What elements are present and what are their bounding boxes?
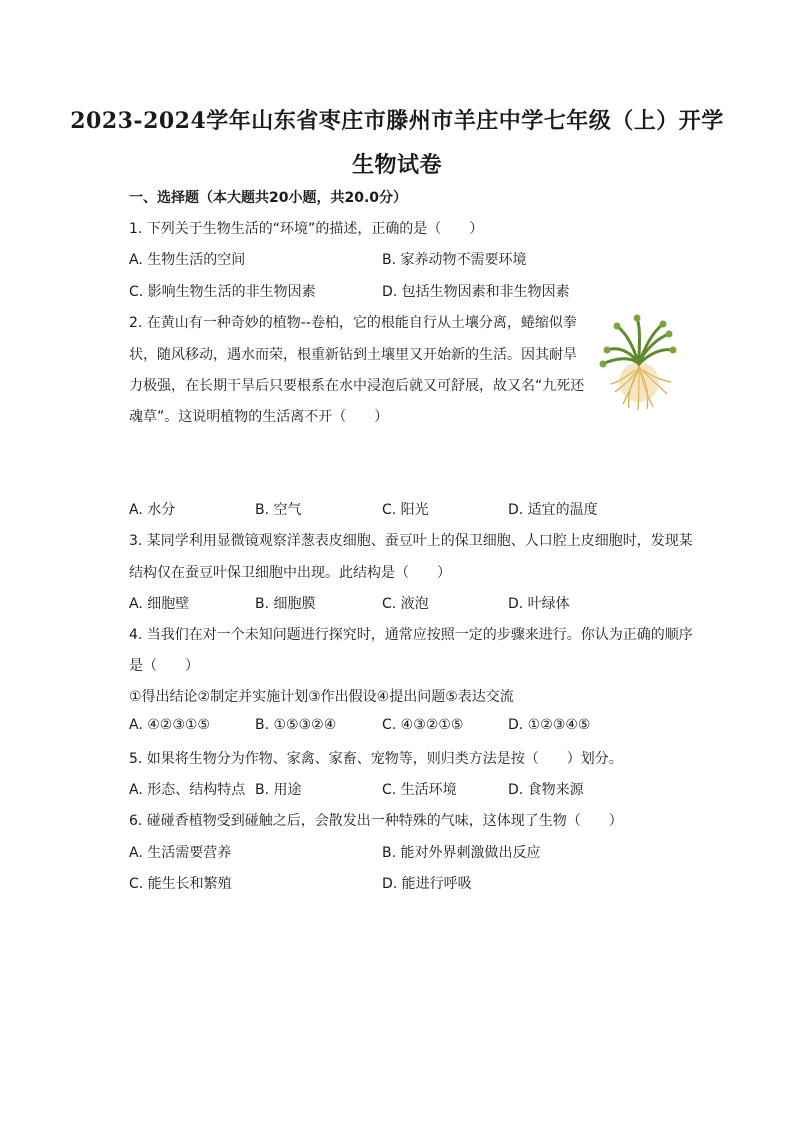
q4-option-d: D. ①②③④⑤: [508, 717, 591, 733]
q6-option-d: D. 能进行呼吸: [382, 876, 472, 892]
q2-stem-line3: 力极强，在长期干旱后只要根系在水中浸泡后就又可舒展，故又名“九死还: [129, 378, 585, 394]
q4-stem-line1: 4. 当我们在对一个未知问题进行探究时，通常应按照一定的步骤来进行。你认为正确的顺序: [129, 627, 693, 643]
q5-stem: 5. 如果将生物分为作物、家禽、家畜、宠物等，则归类方法是按（ ）划分。: [129, 751, 623, 767]
q6-option-c: C. 能生长和繁殖: [129, 876, 232, 892]
exam-title-line1: 2023-2024学年山东省枣庄市滕州市羊庄中学七年级（上）开学: [70, 108, 724, 134]
q5-option-a: A. 形态、结构特点: [129, 782, 246, 798]
q2-option-c: C. 阳光: [382, 502, 429, 518]
q6-option-a: A. 生活需要营养: [129, 845, 232, 861]
q1-option-c: C. 影响生物生活的非生物因素: [129, 284, 316, 300]
q6-stem: 6. 碰碰香植物受到碰触之后，会散发出一种特殊的气味，这体现了生物（ ）: [129, 813, 623, 829]
q4-option-a: A. ④②③①⑤: [129, 717, 210, 733]
q3-stem-line1: 3. 某同学利用显微镜观察洋葱表皮细胞、蚕豆叶上的保卫细胞、人口腔上皮细胞时，发现某: [129, 533, 693, 549]
q1-option-a: A. 生物生活的空间: [129, 252, 246, 268]
q3-option-d: D. 叶绿体: [508, 596, 570, 612]
q6-option-b: B. 能对外界刺激做出反应: [382, 845, 541, 861]
q3-option-c: C. 液泡: [382, 596, 429, 612]
q4-steps: ①得出结论②制定并实施计划③作出假设④提出问题⑤表达交流: [129, 689, 514, 705]
q4-option-c: C. ④③②①⑤: [382, 717, 464, 733]
q1-stem: 1. 下列关于生物生活的“环境”的描述，正确的是（ ）: [129, 221, 484, 237]
q2-option-a: A. 水分: [129, 502, 176, 518]
q3-option-a: A. 细胞壁: [129, 596, 190, 612]
q2-stem-line1: 2. 在黄山有一种奇妙的植物--卷柏，它的根能自行从土壤分离，蜷缩似拳: [129, 315, 577, 331]
section-heading: 一、选择题（本大题共20小题，共20.0分）: [129, 190, 408, 206]
q5-option-b: B. 用途: [255, 782, 302, 798]
q3-stem-line2: 结构仅在蚕豆叶保卫细胞中出现。此结构是（ ）: [129, 565, 451, 581]
q2-option-d: D. 适宜的温度: [508, 502, 598, 518]
q2-option-b: B. 空气: [255, 502, 302, 518]
q3-option-b: B. 细胞膜: [255, 596, 316, 612]
q1-option-d: D. 包括生物因素和非生物因素: [382, 284, 570, 300]
q2-stem-line2: 状，随风移动，遇水而荣，根重新钻到土壤里又开始新的生活。因其耐旱: [129, 347, 577, 363]
q2-stem-line4: 魂草”。这说明植物的生活离不开（ ）: [129, 409, 389, 425]
q1-option-b: B. 家养动物不需要环境: [382, 252, 527, 268]
q5-option-c: C. 生活环境: [382, 782, 457, 798]
exam-title-line2: 生物试卷: [351, 152, 442, 178]
selaginella-plant-image: [597, 312, 681, 412]
q4-option-b: B. ①⑤③②④: [255, 717, 337, 733]
q4-stem-line2: 是（ ）: [129, 658, 199, 674]
q5-option-d: D. 食物来源: [508, 782, 584, 798]
